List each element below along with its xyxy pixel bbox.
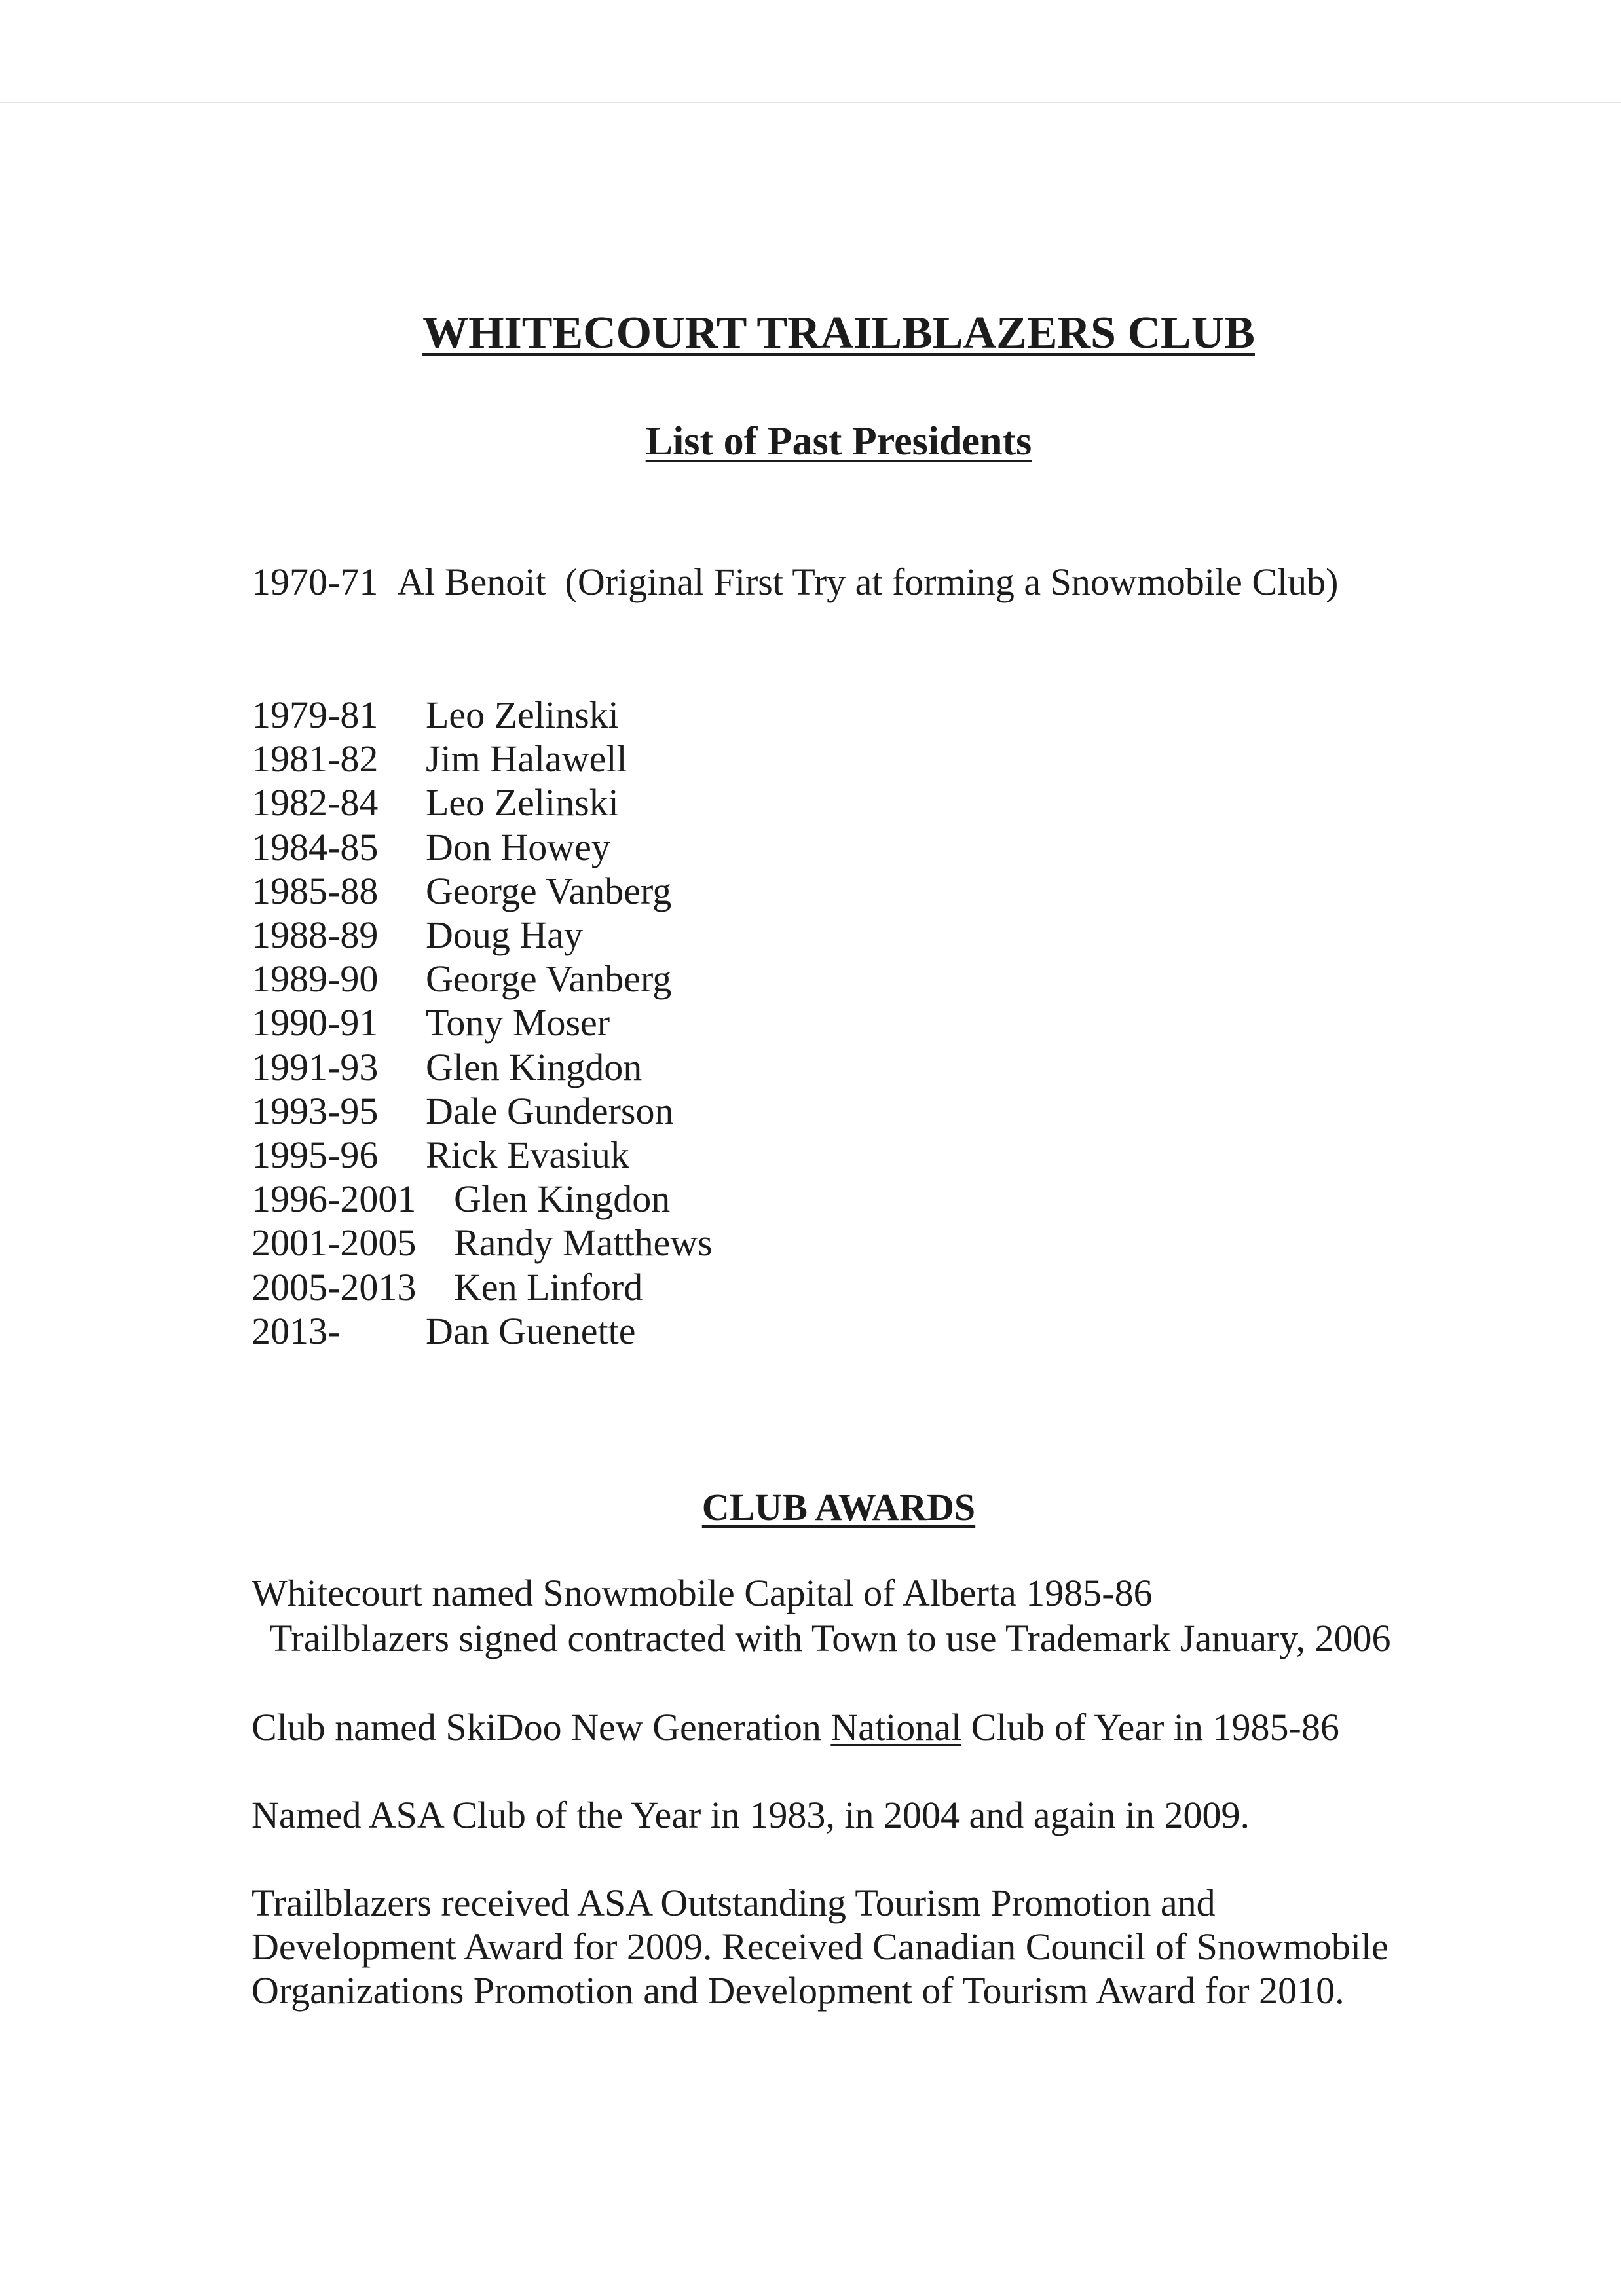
president-name: Randy Matthews [454,1221,713,1265]
president-name: Jim Halawell [426,737,627,781]
president-name: Don Howey [426,825,610,868]
awards-heading-text: CLUB AWARDS [701,1486,976,1528]
president-years: 1984-85 [252,825,379,868]
president-name: Leo Zelinski [426,781,619,824]
president-years: 1979-81 [252,694,379,736]
president-years: 1996-2001 [252,1177,417,1221]
president-name: Doug Hay [426,914,584,956]
president-years: 1993-95 [252,1089,379,1132]
president-years: 2013- [252,1309,341,1352]
award-line: Named ASA Club of the Year in 1983, in 2004 and again in 2009. [252,1794,1250,1836]
subtitle [0,421,1621,462]
award-line: Trailblazers received ASA Outstanding Tourism Promotion and [252,1881,1216,1924]
text: Club named SkiDoo New Generation [252,1706,831,1749]
award-line: Whitecourt named Snowmobile Capital of Alberta 1985-86 [252,1572,1153,1614]
president-years: 1985-88 [252,869,379,912]
text: Club of Year in 1985-86 [961,1706,1339,1749]
president-name: Rick Evasiuk [426,1134,629,1176]
president-name: Glen Kingdon [426,1045,643,1088]
president-name: George Vanberg [426,957,672,1001]
president-name: Dan Guenette [426,1309,636,1352]
president-years: 1981-82 [252,737,379,781]
first-attempt-line [252,563,1338,601]
president-years: 2005-2013 [252,1265,417,1308]
president-years: 1989-90 [252,957,379,1001]
underlined-text: National [830,1706,962,1749]
president-name: Glen Kingdon [454,1177,671,1221]
president-years: 1990-91 [252,1001,379,1045]
president-name: Tony Moser [426,1001,610,1045]
president-name: Leo Zelinski [426,694,619,736]
award-line [252,1706,1339,1749]
subtitle-text: List of Past Presidents [645,419,1032,464]
scan-edge-line [0,102,1621,103]
president-years: 1982-84 [252,781,379,824]
president-name: Ken Linford [454,1265,643,1308]
president-name: Dale Gunderson [426,1089,674,1132]
award-line: Organizations Promotion and Development of Tourism Award for 2010. [252,1969,1345,2012]
president-years: 1988-89 [252,914,379,956]
title-text: WHITECOURT TRAILBLAZERS CLUB [422,308,1255,358]
president-years: 1995-96 [252,1134,379,1176]
president-years: 2001-2005 [252,1221,417,1265]
awards-heading [0,1486,1621,1528]
president-name: George Vanberg [426,869,672,912]
award-line: Trailblazers signed contracted with Town to use Trademark January, 2006 [269,1617,1391,1659]
president-years: 1991-93 [252,1045,379,1088]
note: (Original First Try at forming a Snowmobile Club) [565,561,1339,603]
name: Al Benoit [397,561,546,603]
years: 1970-71 [252,561,379,603]
page-title [0,310,1621,356]
award-line: Development Award for 2009. Received Canadian Council of Snowmobile [252,1925,1388,1968]
